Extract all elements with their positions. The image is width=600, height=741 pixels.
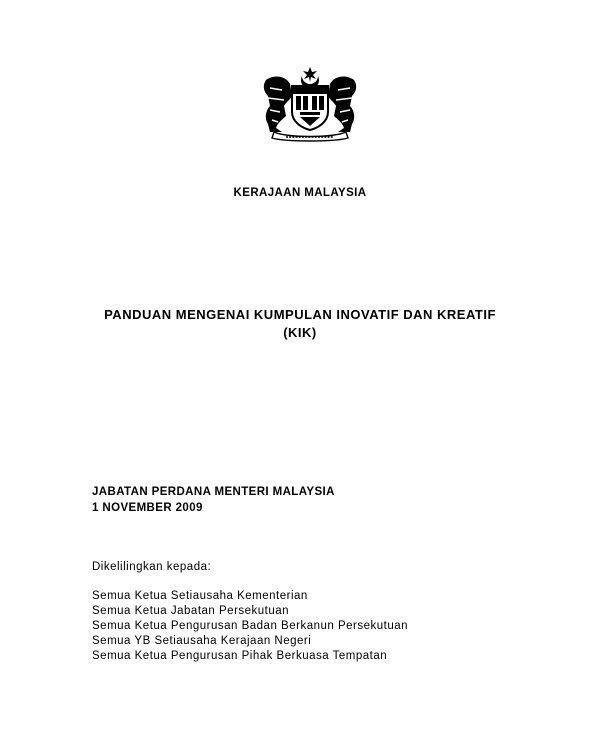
recipient-item: Semua Ketua Setiausaha Kementerian bbox=[92, 590, 308, 602]
issue-date: 1 NOVEMBER 2009 bbox=[92, 502, 203, 514]
recipient-item: Semua Ketua Pengurusan Badan Berkanun Persekutuan bbox=[92, 620, 409, 632]
document-title bbox=[0, 306, 600, 342]
title-line-2: (KIK) bbox=[283, 325, 317, 340]
title-line-1: PANDUAN MENGENAI KUMPULAN INOVATIF DAN KREATIF bbox=[104, 307, 496, 322]
circulation-label: Dikelilingkan kepada: bbox=[92, 561, 212, 573]
recipient-list bbox=[92, 589, 408, 664]
recipient-item: Semua Ketua Jabatan Persekutuan bbox=[92, 605, 290, 617]
issuer-block bbox=[92, 484, 335, 516]
government-heading: KERAJAAN MALAYSIA bbox=[233, 187, 367, 199]
malaysia-coat-of-arms-icon bbox=[256, 66, 364, 142]
issuer-name: JABATAN PERDANA MENTERI MALAYSIA bbox=[92, 486, 335, 498]
recipient-item: Semua Ketua Pengurusan Pihak Berkuasa Tempatan bbox=[92, 650, 388, 662]
recipient-item: Semua YB Setiausaha Kerajaan Negeri bbox=[92, 635, 312, 647]
